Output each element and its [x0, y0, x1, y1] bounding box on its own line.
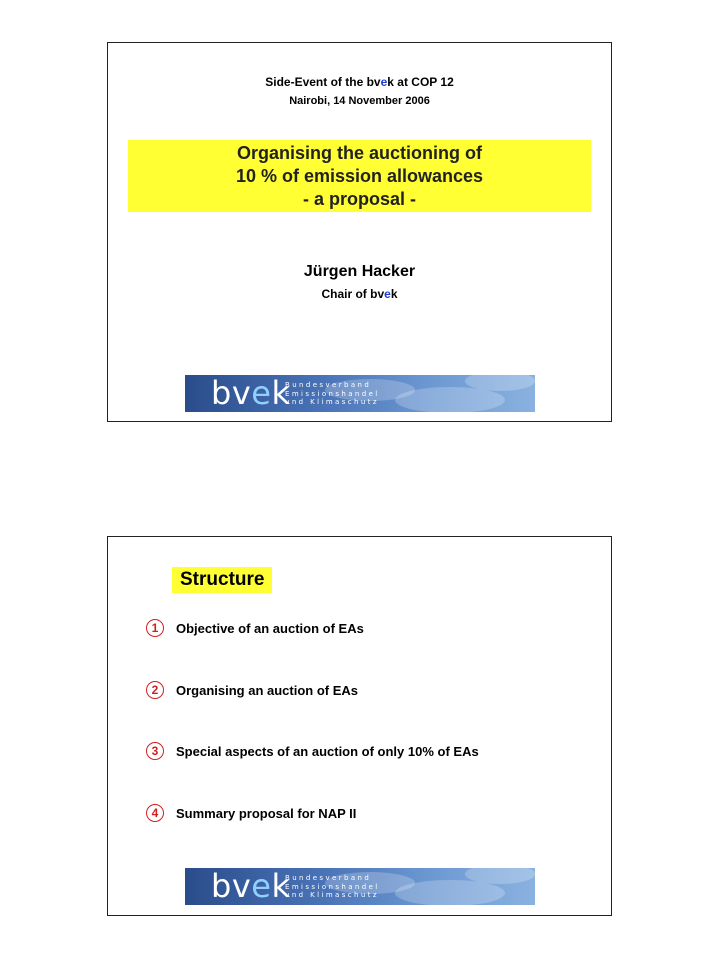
logo-wordmark: [211, 868, 290, 905]
author-role: [108, 287, 611, 301]
list-item: [146, 803, 356, 823]
title-line-1: Organising the auctioning of: [237, 143, 482, 163]
event-line: [108, 75, 611, 89]
logo-e: e: [251, 375, 272, 412]
logo-line-1: Bundesverband: [285, 874, 372, 882]
title-line-2: 10 % of emission allowances: [235, 166, 484, 186]
title-line-3: - a proposal -: [302, 189, 416, 209]
bvek-logo: [185, 375, 535, 412]
logo-bv: bv: [211, 375, 252, 412]
list-item-text: Organising an auction of EAs: [176, 682, 359, 698]
logo-subtitle: [285, 381, 380, 407]
list-item: [146, 680, 358, 700]
title-slide: [107, 42, 612, 422]
event-suffix: k at COP 12: [387, 75, 454, 89]
structure-heading: Structure: [172, 567, 272, 593]
chair-brand-e: e: [384, 287, 391, 301]
number-badge: 2: [146, 681, 164, 699]
logo-line-2: Emissionshandel: [285, 389, 380, 398]
chair-suffix: k: [390, 287, 398, 301]
number-badge: 1: [146, 619, 164, 637]
bvek-logo: [185, 868, 535, 905]
author-name: Jürgen Hacker: [303, 263, 416, 280]
logo-bv: bv: [211, 868, 252, 905]
logo-k: k: [271, 375, 291, 412]
logo-wordmark: [211, 375, 290, 412]
list-item: [146, 618, 364, 638]
logo-line-3: und Klimaschutz: [285, 891, 379, 899]
event-brand-e: e: [380, 75, 388, 89]
chair-prefix: Chair of bv: [321, 287, 385, 301]
event-prefix: Side-Event of the bv: [265, 75, 381, 89]
logo-k: k: [271, 868, 291, 905]
list-item-text: Summary proposal for NAP II: [176, 805, 357, 821]
cloud-shape: [395, 880, 505, 905]
list-item-text: Objective of an auction of EAs: [176, 620, 364, 636]
structure-slide: [107, 536, 612, 916]
number-badge: 3: [146, 742, 164, 760]
list-item-text: Special aspects of an auction of only 10% of EAs: [176, 743, 479, 759]
cloud-shape: [395, 387, 505, 412]
logo-line-2: Emissionshandel: [285, 882, 380, 891]
number-badge: 4: [146, 804, 164, 822]
logo-line-1: Bundesverband: [285, 381, 372, 389]
logo-e: e: [251, 868, 272, 905]
logo-line-3: und Klimaschutz: [285, 398, 379, 406]
presentation-title: [128, 140, 591, 212]
place-date: Nairobi, 14 November 2006: [289, 95, 430, 107]
list-item: [146, 741, 479, 761]
logo-subtitle: [285, 874, 380, 900]
